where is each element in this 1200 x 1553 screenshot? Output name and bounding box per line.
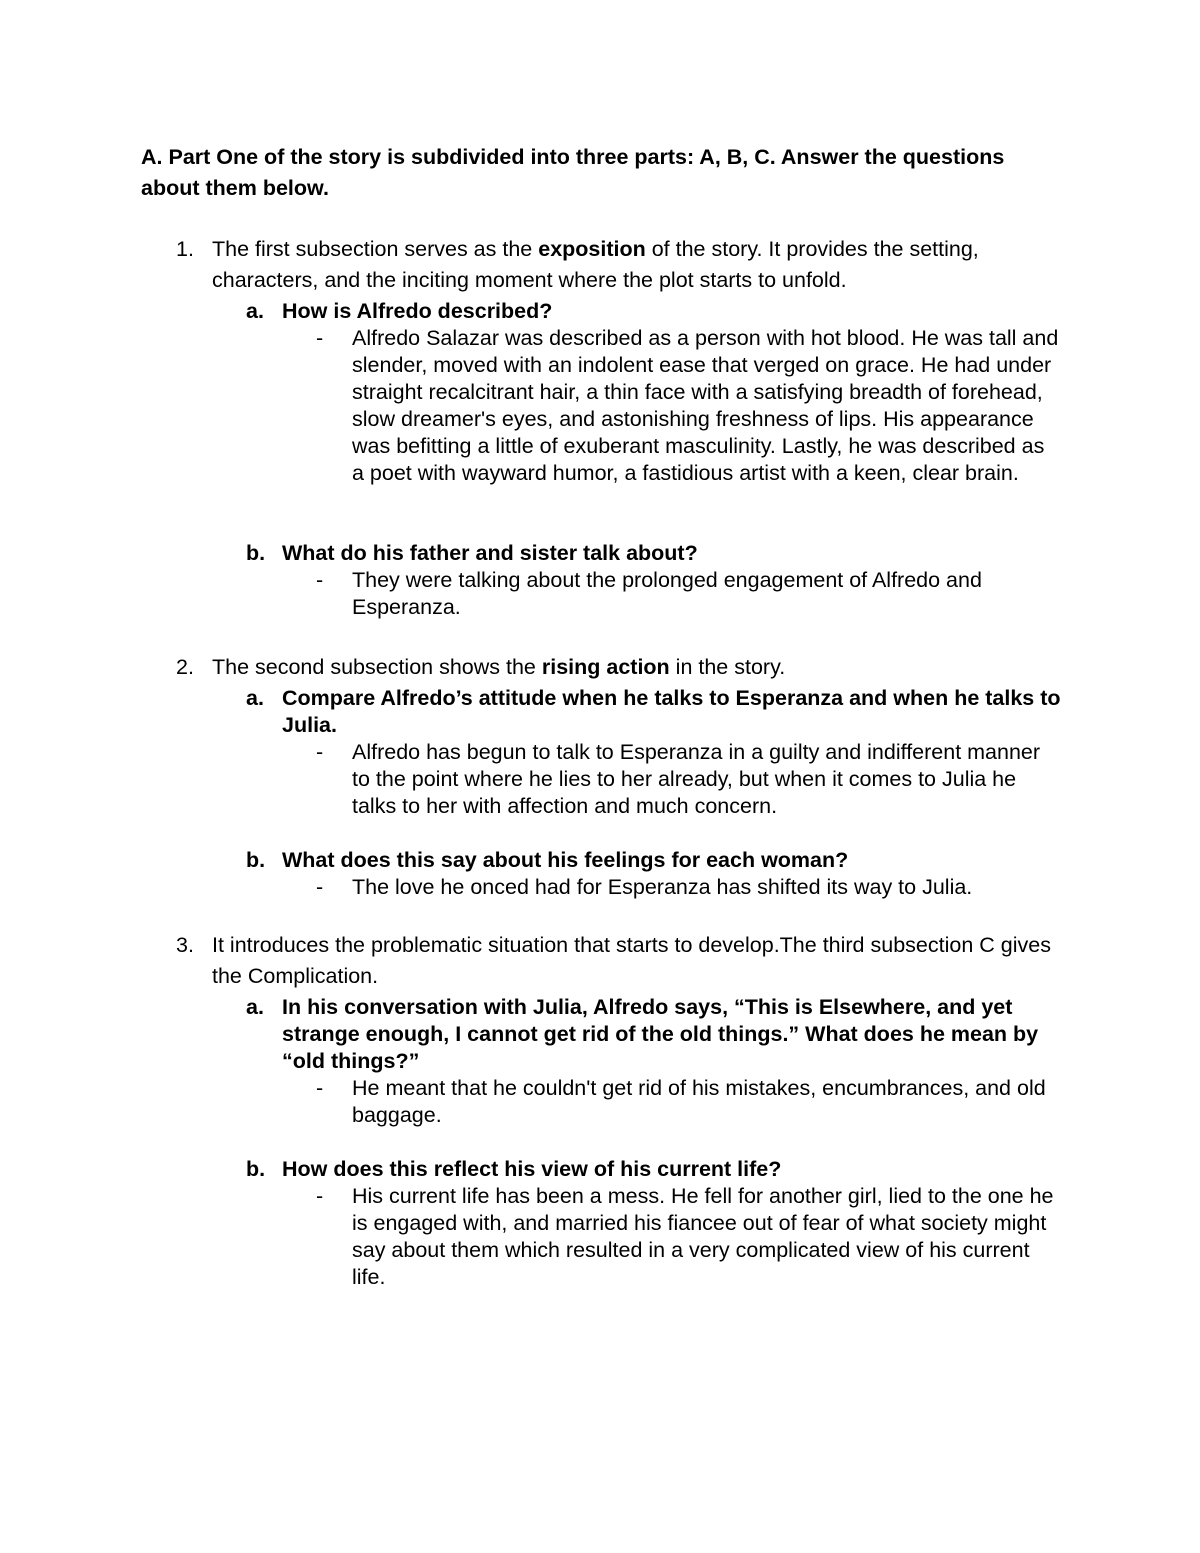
list-number: 1. (176, 237, 194, 261)
answer-dash: - (316, 875, 324, 899)
answer-dash: - (316, 740, 324, 764)
answer-text: He meant that he couldn't get rid of his mistakes, encumbrances, and old baggage. (352, 1076, 1046, 1127)
question-letter: a. (246, 995, 264, 1019)
list-number: 3. (176, 933, 194, 957)
item-emphasis: exposition (538, 237, 646, 261)
question-letter: b. (246, 1157, 266, 1181)
section-heading: A. Part One of the story is subdivided into three parts: A, B, C. Answer the questions about them below. (141, 145, 1005, 200)
answer-dash: - (316, 1184, 324, 1208)
item-text-after: of the story. It provides the setting, characters, and the inciting moment where the plot starts to unfold. (212, 237, 979, 292)
list-item-text (212, 652, 1062, 683)
item-text-after: in the story. (669, 655, 786, 679)
answer-text: They were talking about the prolonged engagement of Alfredo and Esperanza. (352, 568, 982, 619)
item-text-before: The first subsection serves as the (212, 237, 539, 261)
question-text: How does this reflect his view of his current life? (282, 1157, 782, 1181)
question-text: Compare Alfredo’s attitude when he talks to Esperanza and when he talks to Julia. (282, 686, 1061, 737)
list-number: 2. (176, 655, 194, 679)
list-item-text (212, 930, 1062, 992)
question-text: In his conversation with Julia, Alfredo says, “This is Elsewhere, and yet strange enough, I cannot get rid of the old things.” What does he mean by “old things?” (282, 995, 1039, 1073)
question-letter: a. (246, 299, 264, 323)
answer-dash: - (316, 1076, 324, 1100)
question-letter: b. (246, 541, 266, 565)
question-text: What does this say about his feelings for each woman? (282, 848, 849, 872)
answer-text: Alfredo Salazar was described as a person with hot blood. He was tall and slender, moved with an indolent ease that verged on grace. He had under straight recalcitrant hair, a thin face with a satisfying breadth of forehead, slow dreamer's eyes, and astonishing freshness of lips. His appearance was befitting a little of exuberant masculinity. Lastly, he was described as a poet with wayward humor, a fastidious artist with a keen, clear brain. (352, 326, 1059, 485)
answer-text: His current life has been a mess. He fell for another girl, lied to the one he is engaged with, and married his fiancee out of fear of what society might say about them which resulted in a very complicated view of his current life. (352, 1184, 1054, 1289)
answer-text: Alfredo has begun to talk to Esperanza in a guilty and indifferent manner to the point where he lies to her already, but when it comes to Julia he talks to her with affection and much concern. (352, 740, 1041, 818)
question-letter: b. (246, 848, 266, 872)
answer-text: The love he onced had for Esperanza has shifted its way to Julia. (352, 875, 973, 899)
item-text-before: The second subsection shows the (212, 655, 542, 679)
list-item-text (212, 234, 1062, 296)
answer-dash: - (316, 326, 324, 350)
question-letter: a. (246, 686, 264, 710)
item-emphasis: rising action (541, 655, 670, 679)
answer-dash: - (316, 568, 324, 592)
question-text: What do his father and sister talk about? (282, 541, 698, 565)
question-text: How is Alfredo described? (282, 299, 553, 323)
item-text-before: It introduces the problematic situation that starts to develop.The third subsection C gives the Complication. (212, 933, 1051, 988)
